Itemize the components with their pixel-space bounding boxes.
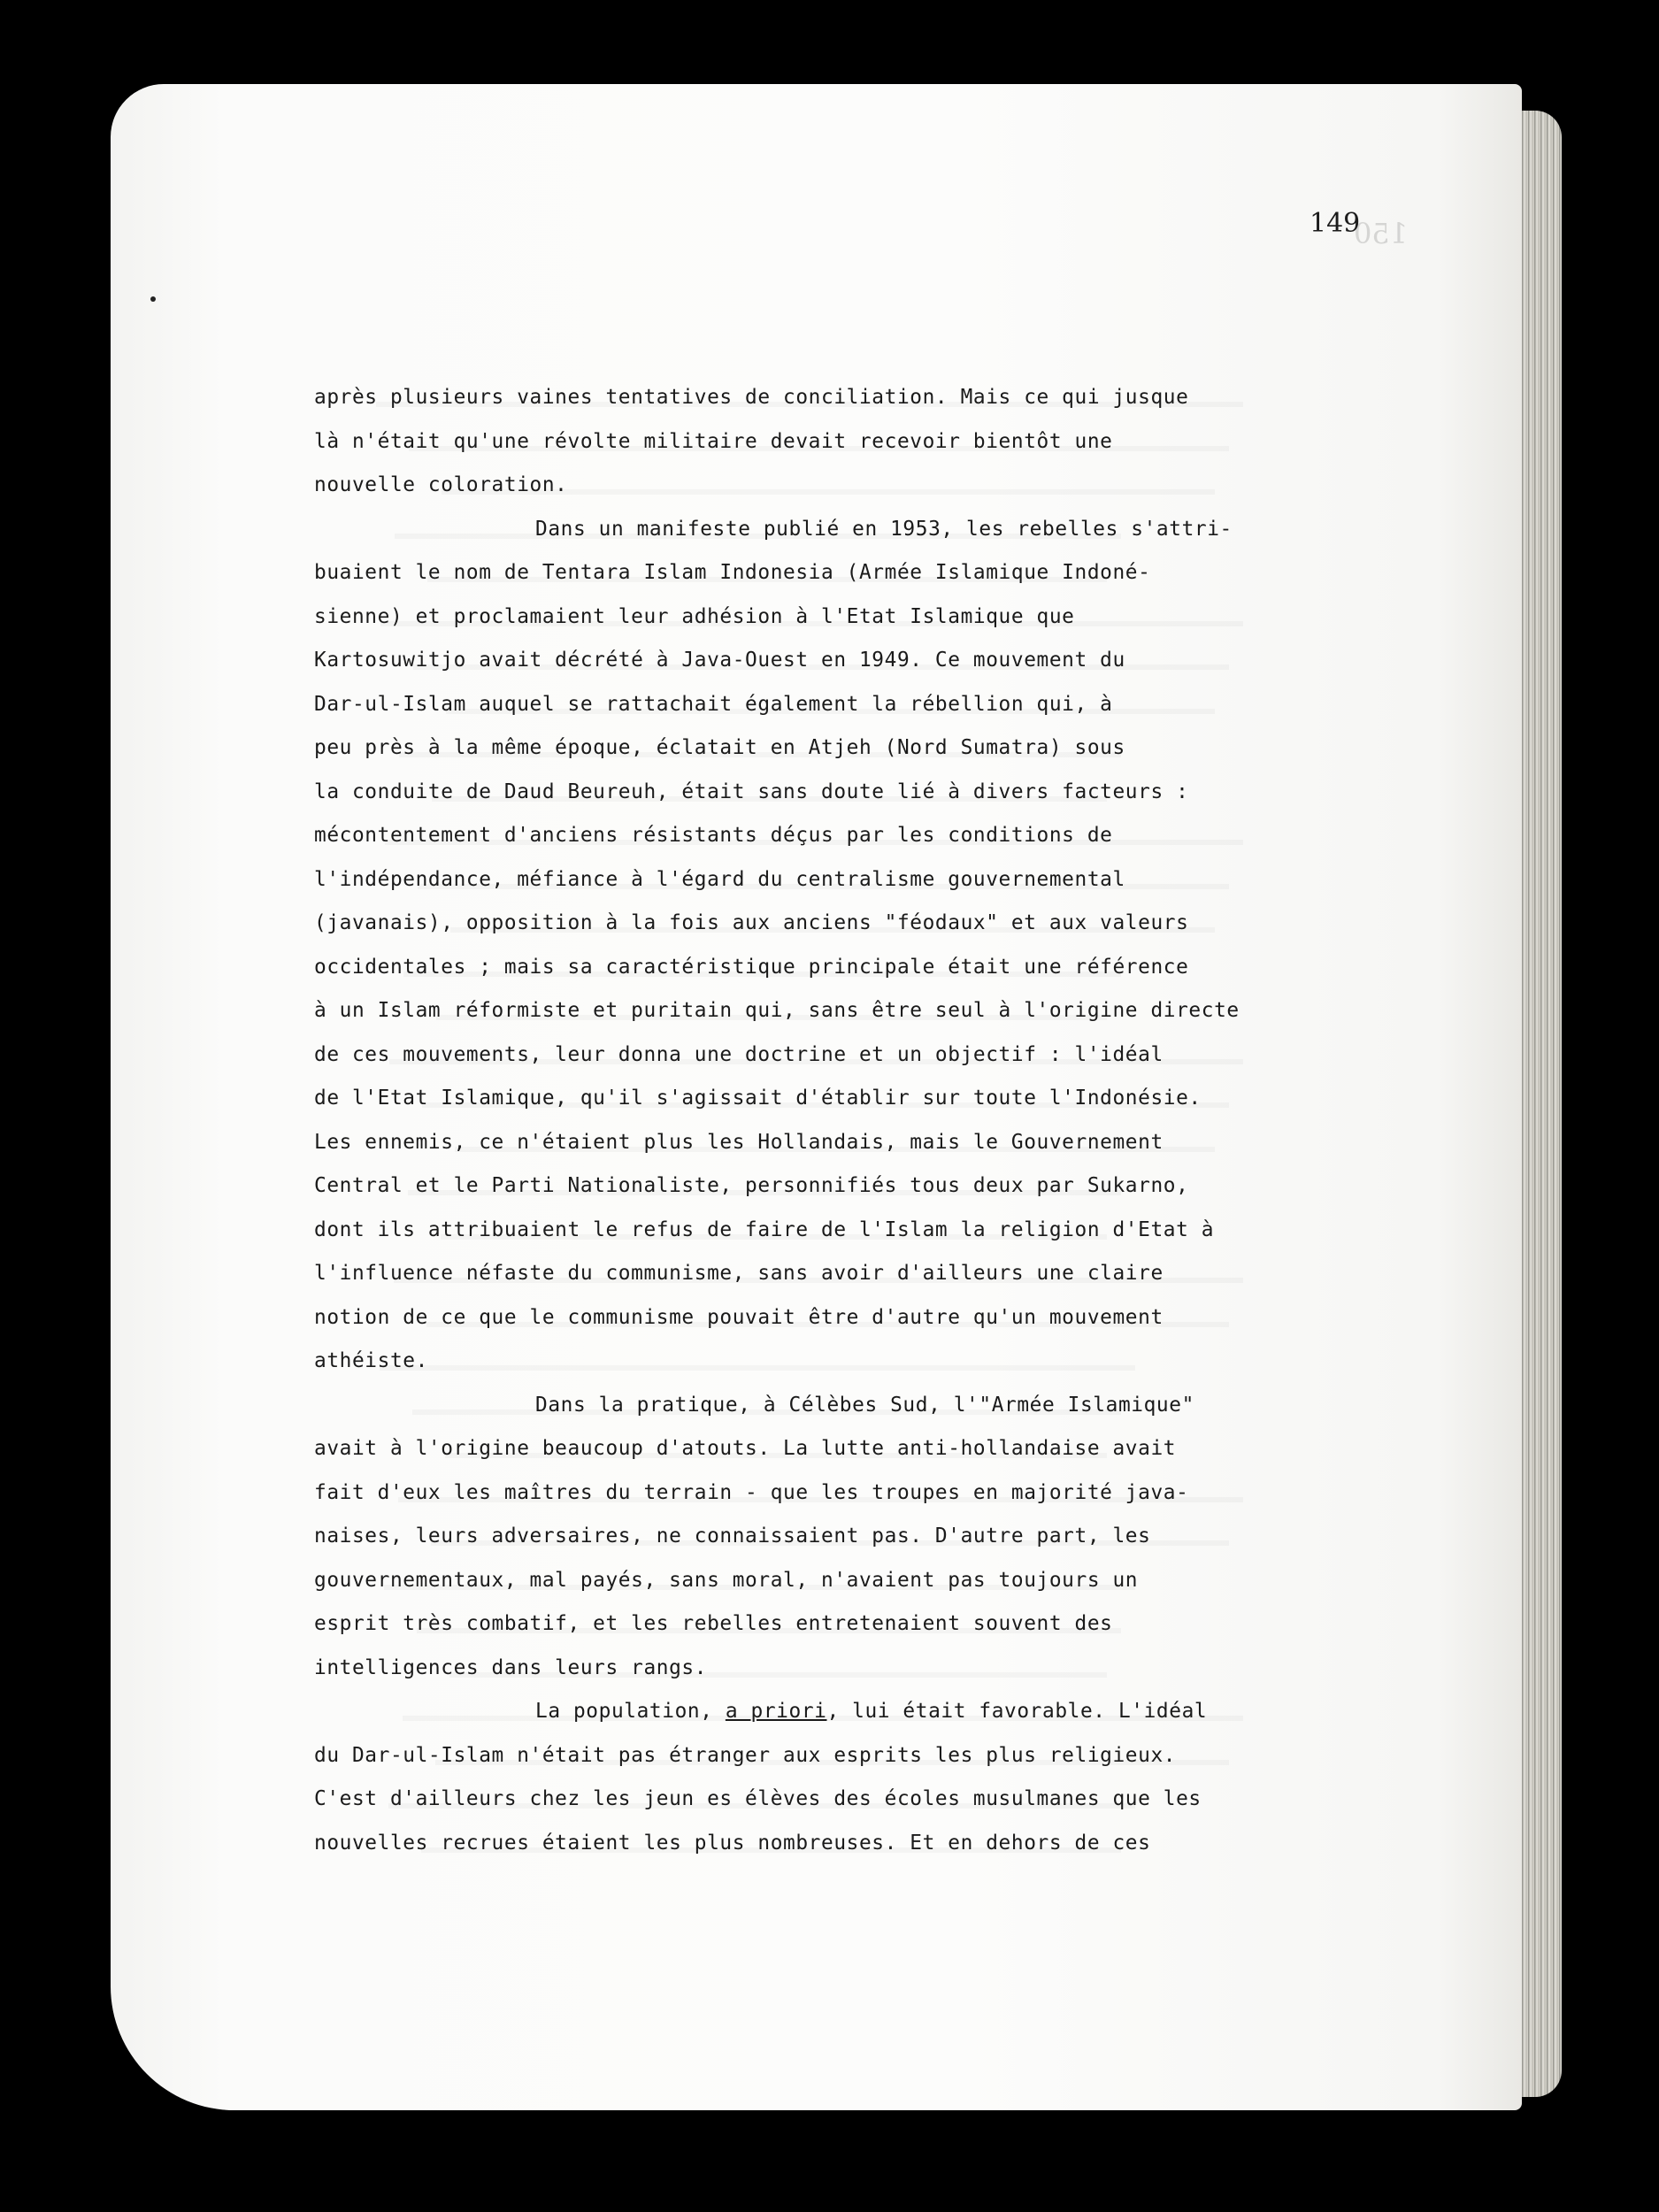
book — [111, 84, 1562, 2110]
text-line — [314, 1690, 1314, 1734]
text-line: du Dar-ul-Islam n'était pas étranger aux esprits les plus religieux. — [314, 1743, 1177, 1767]
text-line: l'indépendance, méfiance à l'égard du centralisme gouvernemental — [314, 867, 1125, 891]
text-line: peu près à la même époque, éclatait en Atjeh (Nord Sumatra) sous — [314, 736, 1125, 759]
text-segment: La population, — [535, 1700, 726, 1723]
text-line: intelligences dans leurs rangs. — [314, 1655, 708, 1679]
text-line: mécontentement d'anciens résistants déçus par les conditions de — [314, 824, 1113, 847]
text-line: nouvelle coloration. — [314, 473, 568, 496]
text-line: avait à l'origine beaucoup d'atouts. La lutte anti-hollandaise avait — [314, 1437, 1177, 1460]
text-line: de ces mouvements, leur donna une doctrine et un objectif : l'idéal — [314, 1042, 1164, 1066]
text-line: buaient le nom de Tentara Islam Indonesia (Armée Islamique Indoné- — [314, 561, 1151, 584]
text-line: C'est d'ailleurs chez les jeun es élèves des écoles musulmanes que les — [314, 1787, 1202, 1810]
text-line: nouvelles recrues étaient les plus nombreuses. Et en dehors de ces — [314, 1831, 1151, 1855]
text-line: esprit très combatif, et les rebelles entretenaient souvent des — [314, 1612, 1113, 1635]
text-line: fait d'eux les maîtres du terrain - que les troupes en majorité java- — [314, 1480, 1189, 1504]
text-line: athéiste. — [314, 1349, 428, 1372]
text-line: Dans la pratique, à Célèbes Sud, l'"Armée Islamique" — [535, 1393, 1194, 1417]
text-line: là n'était qu'une révolte militaire devait recevoir bientôt une — [314, 429, 1113, 453]
text-line: à un Islam réformiste et puritain qui, sans être seul à l'origine directe — [314, 999, 1240, 1022]
text-segment: , lui était favorable. L'idéal — [826, 1700, 1208, 1723]
text-line: sienne) et proclamaient leur adhésion à l'Etat Islamique que — [314, 604, 1075, 628]
text-line: occidentales ; mais sa caractéristique principale était une référence — [314, 955, 1189, 979]
text-line: l'influence néfaste du communisme, sans avoir d'ailleurs une claire — [314, 1262, 1164, 1285]
text-line: notion de ce que le communisme pouvait être d'autre qu'un mouvement — [314, 1305, 1164, 1329]
underlined-term: a priori — [725, 1700, 827, 1723]
text-line: naises, leurs adversaires, ne connaissaient pas. D'autre part, les — [314, 1525, 1151, 1548]
text-line: (javanais), opposition à la fois aux anciens "féodaux" et aux valeurs — [314, 911, 1189, 934]
text-line: dont ils attribuaient le refus de faire de l'Islam la religion d'Etat à — [314, 1217, 1215, 1241]
page-number: 149 — [1310, 208, 1361, 239]
text-line: la conduite de Daud Beureuh, était sans doute lié à divers facteurs : — [314, 780, 1189, 803]
text-line: Les ennemis, ce n'étaient plus les Hollandais, mais le Gouvernement — [314, 1130, 1164, 1154]
page — [111, 84, 1522, 2110]
text-line: gouvernementaux, mal payés, sans moral, n'avaient pas toujours un — [314, 1568, 1139, 1592]
text-line: Dar-ul-Islam auquel se rattachait également la rébellion qui, à — [314, 692, 1113, 716]
text-line: de l'Etat Islamique, qu'il s'agissait d'établir sur toute l'Indonésie. — [314, 1087, 1202, 1110]
text-line: Kartosuwitjo avait décrété à Java-Ouest en 1949. Ce mouvement du — [314, 649, 1125, 672]
ink-dot — [150, 296, 156, 302]
text-line: Central et le Parti Nationaliste, personnifiés tous deux par Sukarno, — [314, 1174, 1189, 1197]
text-line: après plusieurs vaines tentatives de conciliation. Mais ce qui jusque — [314, 386, 1189, 409]
text-line: Dans un manifeste publié en 1953, les rebelles s'attri- — [535, 517, 1233, 541]
body-text — [314, 376, 1314, 1865]
page-number-show-through: 150 — [1354, 217, 1409, 250]
